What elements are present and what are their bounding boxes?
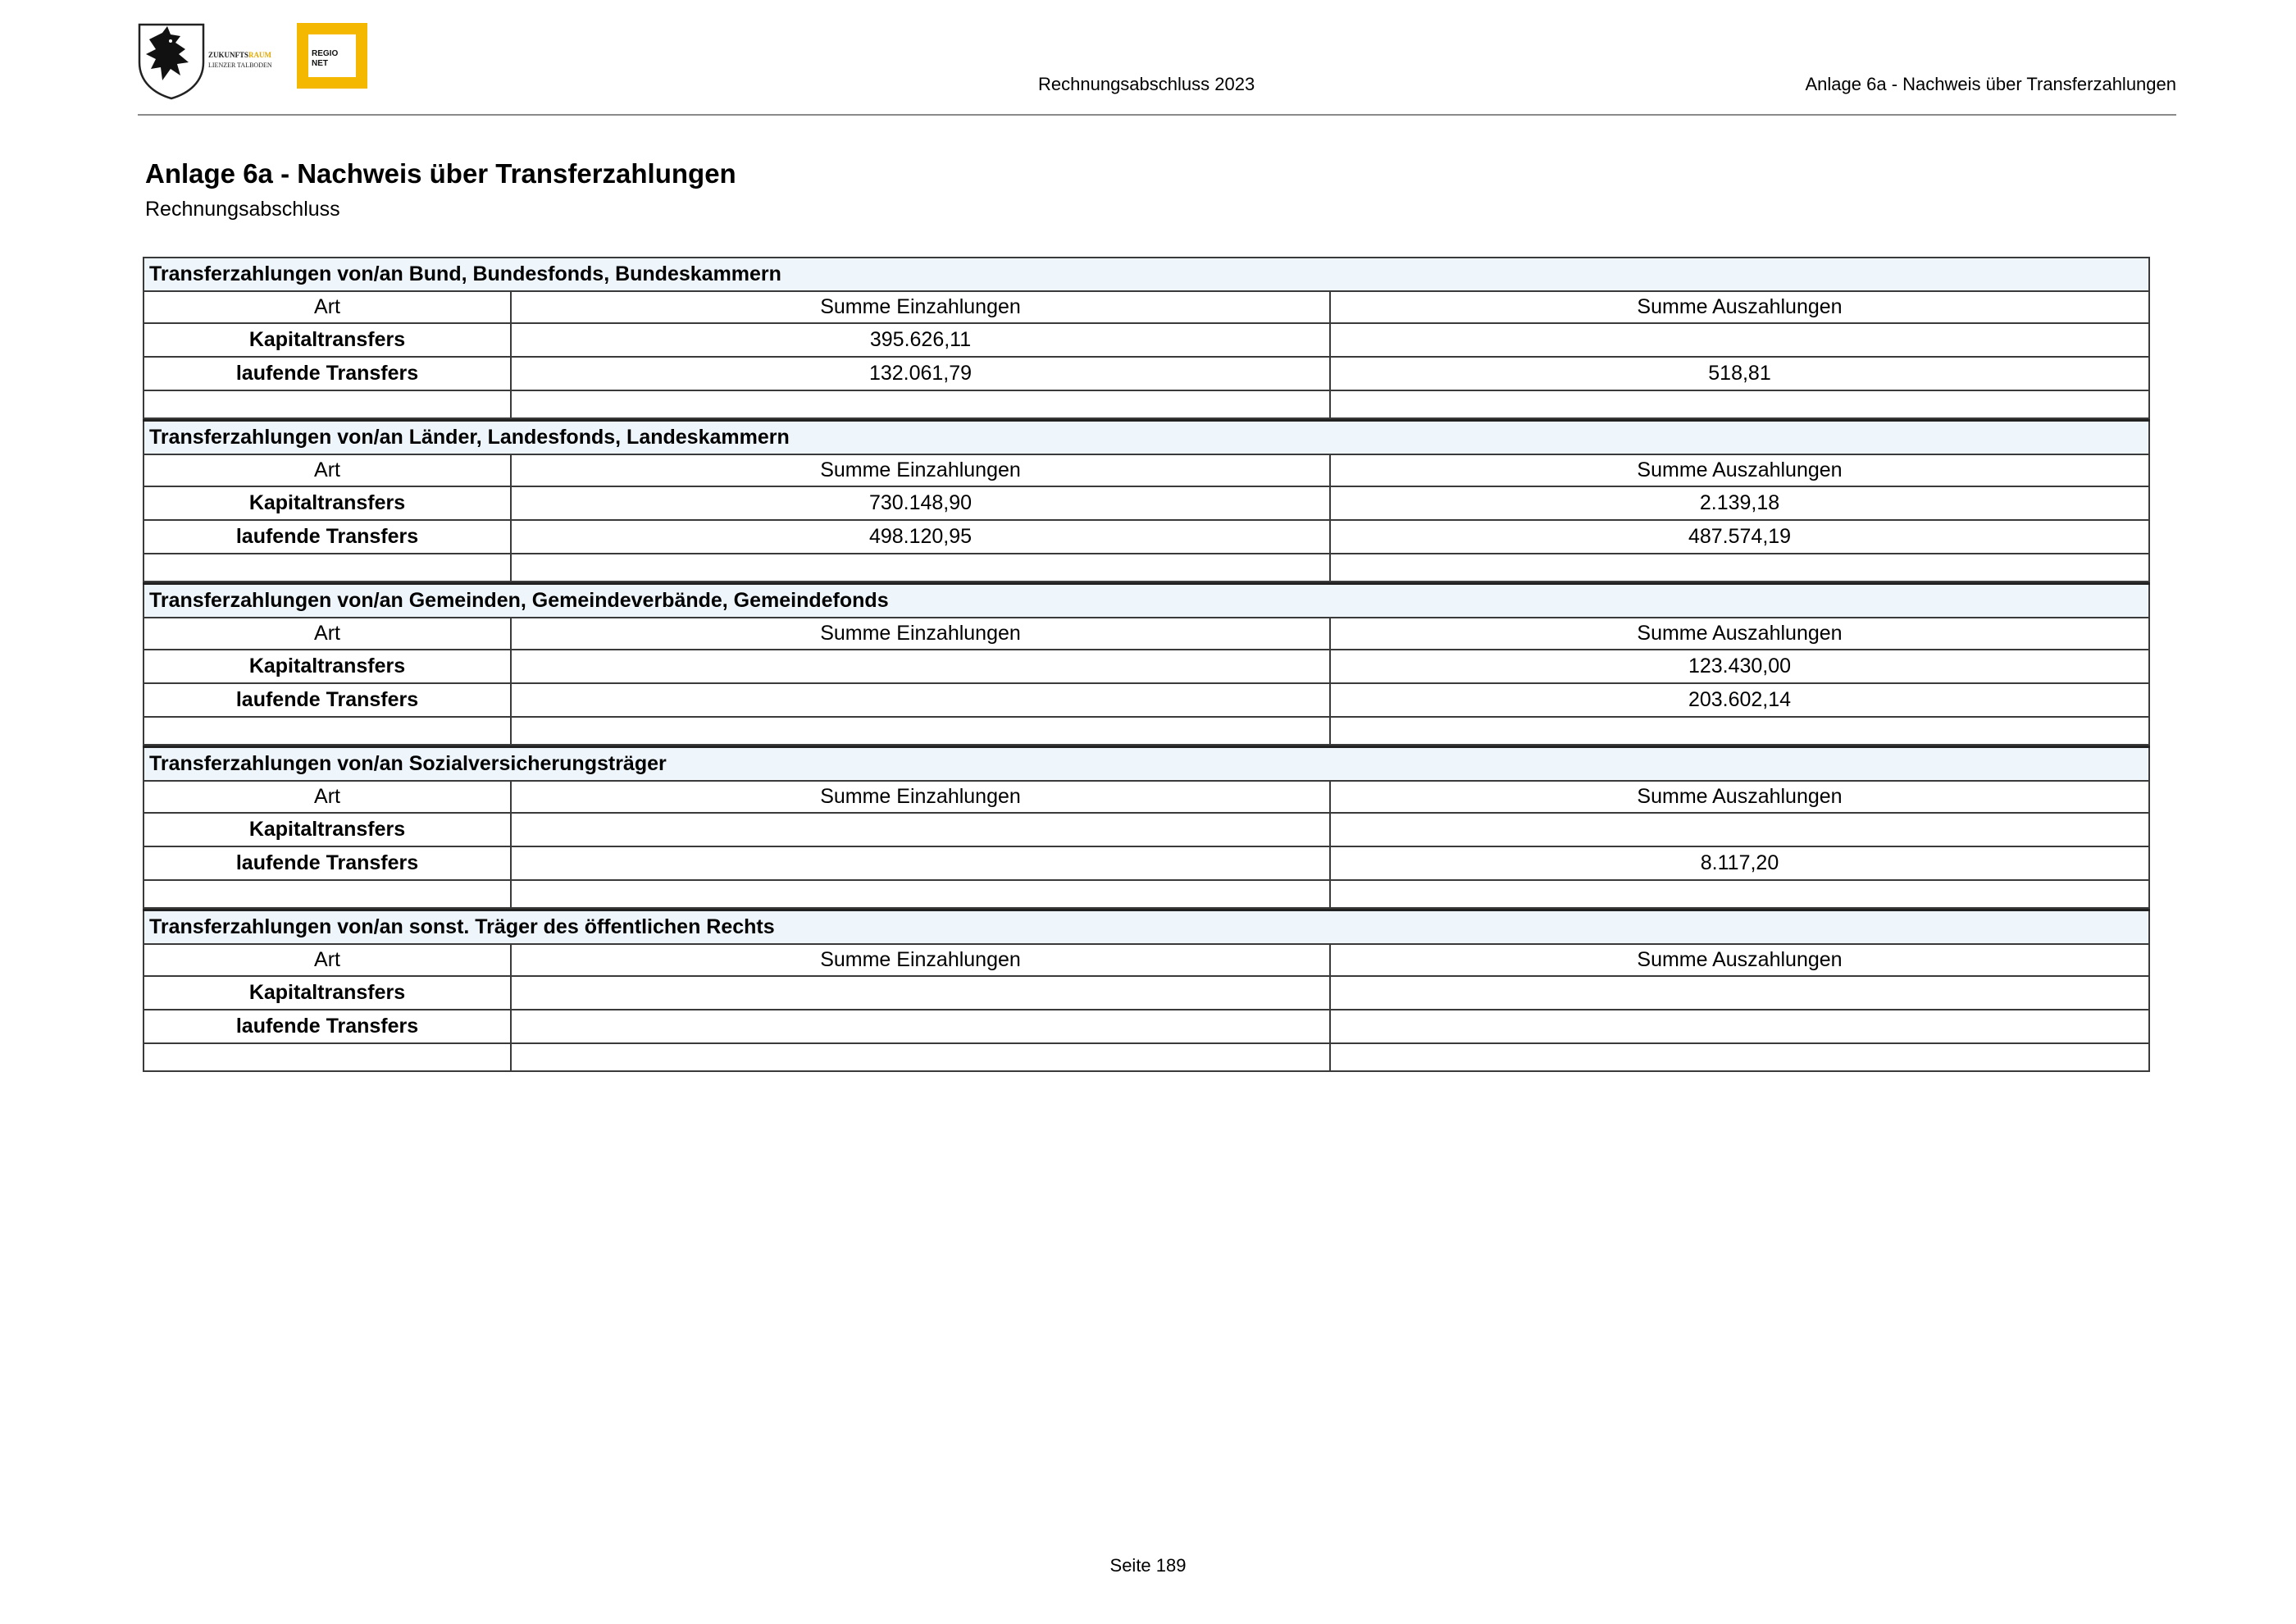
column-header-auszahlungen: Summe Auszahlungen (1330, 291, 2149, 323)
table-row (144, 683, 2149, 717)
cell-auszahlungen (1330, 813, 2149, 846)
spacer-row (144, 1043, 2149, 1071)
table-row (144, 486, 2149, 520)
cell-auszahlungen: 518,81 (1330, 357, 2149, 390)
cell-einzahlungen (511, 683, 1330, 717)
cell-einzahlungen (511, 846, 1330, 880)
cell-einzahlungen: 730.148,90 (511, 486, 1330, 520)
cell-einzahlungen (511, 976, 1330, 1010)
transfer-section-table (143, 909, 2150, 1072)
column-header-art: Art (144, 291, 511, 323)
cell-einzahlungen (511, 650, 1330, 683)
spacer-row (144, 554, 2149, 582)
cell-einzahlungen (511, 813, 1330, 846)
spacer-row (144, 717, 2149, 745)
section-title: Transferzahlungen von/an Sozialversicherungsträger (144, 747, 2149, 782)
logo-net: NET (312, 59, 328, 68)
column-header-art: Art (144, 944, 511, 976)
column-header-auszahlungen: Summe Auszahlungen (1330, 781, 2149, 813)
transfer-section-table (143, 257, 2150, 419)
row-label: laufende Transfers (144, 357, 511, 390)
transfer-section-table (143, 582, 2150, 746)
column-header-row (144, 944, 2149, 976)
cell-einzahlungen: 395.626,11 (511, 323, 1330, 357)
cell-auszahlungen: 2.139,18 (1330, 486, 2149, 520)
page-subtitle: Rechnungsabschluss (145, 198, 340, 221)
section-title: Transferzahlungen von/an Gemeinden, Gemeindeverbände, Gemeindefonds (144, 584, 2149, 618)
table-row (144, 1010, 2149, 1043)
column-header-row (144, 781, 2149, 813)
section-title-row (144, 747, 2149, 782)
column-header-row (144, 618, 2149, 650)
row-label: Kapitaltransfers (144, 976, 511, 1010)
transfer-section-table (143, 419, 2150, 582)
table-row (144, 846, 2149, 880)
table-row (144, 813, 2149, 846)
column-header-art: Art (144, 454, 511, 486)
section-title: Transferzahlungen von/an sonst. Träger des öffentlichen Rechts (144, 910, 2149, 945)
column-header-auszahlungen: Summe Auszahlungen (1330, 944, 2149, 976)
header-divider (138, 114, 2176, 116)
column-header-auszahlungen: Summe Auszahlungen (1330, 454, 2149, 486)
table-row (144, 650, 2149, 683)
column-header-row (144, 454, 2149, 486)
page-number: Seite 189 (1109, 1555, 1187, 1576)
logo-subline: LIENZER TALBODEN (208, 62, 272, 69)
column-header-einzahlungen: Summe Einzahlungen (511, 944, 1330, 976)
row-label: laufende Transfers (144, 683, 511, 717)
column-header-row (144, 291, 2149, 323)
cell-einzahlungen: 132.061,79 (511, 357, 1330, 390)
cell-einzahlungen (511, 1010, 1330, 1043)
page-title: Anlage 6a - Nachweis über Transferzahlungen (145, 158, 736, 189)
logo-wordmark-a: ZUKUNFTS (208, 51, 249, 59)
section-title-row (144, 910, 2149, 945)
logo-wordmark-b: RAUM (248, 51, 272, 59)
organization-logo (138, 21, 372, 100)
cell-auszahlungen (1330, 323, 2149, 357)
cell-auszahlungen: 8.117,20 (1330, 846, 2149, 880)
column-header-auszahlungen: Summe Auszahlungen (1330, 618, 2149, 650)
column-header-art: Art (144, 781, 511, 813)
cell-einzahlungen: 498.120,95 (511, 520, 1330, 554)
row-label: Kapitaltransfers (144, 486, 511, 520)
table-row (144, 520, 2149, 554)
cell-auszahlungen (1330, 1010, 2149, 1043)
column-header-einzahlungen: Summe Einzahlungen (511, 454, 1330, 486)
row-label: laufende Transfers (144, 520, 511, 554)
section-title: Transferzahlungen von/an Länder, Landesfonds, Landeskammern (144, 421, 2149, 455)
section-title: Transferzahlungen von/an Bund, Bundesfonds, Bundeskammern (144, 258, 2149, 291)
row-label: Kapitaltransfers (144, 323, 511, 357)
table-row (144, 323, 2149, 357)
table-row (144, 976, 2149, 1010)
row-label: laufende Transfers (144, 1010, 511, 1043)
row-label: Kapitaltransfers (144, 650, 511, 683)
row-label: laufende Transfers (144, 846, 511, 880)
spacer-row (144, 390, 2149, 418)
section-title-row (144, 421, 2149, 455)
column-header-einzahlungen: Summe Einzahlungen (511, 781, 1330, 813)
cell-auszahlungen: 123.430,00 (1330, 650, 2149, 683)
section-title-row (144, 584, 2149, 618)
svg-text:ZUKUNFTSRAUM (208, 51, 272, 59)
header-section-name: Anlage 6a - Nachweis über Transferzahlungen (1805, 74, 2176, 94)
column-header-einzahlungen: Summe Einzahlungen (511, 618, 1330, 650)
cell-auszahlungen (1330, 976, 2149, 1010)
table-row (144, 357, 2149, 390)
header-report-name: Rechnungsabschluss 2023 (1038, 74, 1255, 94)
spacer-row (144, 880, 2149, 908)
transfer-section-table (143, 746, 2150, 909)
row-label: Kapitaltransfers (144, 813, 511, 846)
coat-of-arms-icon (139, 25, 203, 98)
logo-regio: REGIO (312, 49, 339, 58)
column-header-art: Art (144, 618, 511, 650)
section-title-row (144, 258, 2149, 291)
cell-auszahlungen: 203.602,14 (1330, 683, 2149, 717)
cell-auszahlungen: 487.574,19 (1330, 520, 2149, 554)
column-header-einzahlungen: Summe Einzahlungen (511, 291, 1330, 323)
transfer-tables (143, 257, 2148, 1072)
